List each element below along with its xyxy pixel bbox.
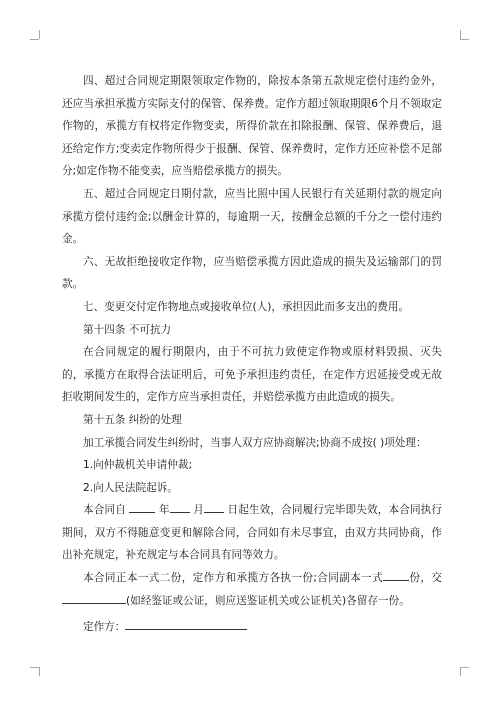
force-majeure-paragraph: 在合同规定的履行期限内，由于不可抗力致使定作物或原材料毁损、灭失的，承揽方在取得合法证明后，可免予承担违约责任，在定作方迟延接受或无故拒收期间发生的，定作方应当承担责任，并赔偿承揽方由此造成的损失。 — [62, 346, 442, 404]
dispute-paragraph: 加工承揽合同发生纠纷时，当事人双方应协商解决;协商不成按( )项处理： — [83, 436, 427, 449]
year-blank[interactable] — [129, 500, 155, 513]
copies-count-blank[interactable] — [383, 568, 409, 581]
signature-label: 定作方： — [83, 621, 126, 634]
day-blank[interactable] — [204, 500, 224, 513]
signature-blank[interactable] — [125, 617, 247, 630]
month-blank[interactable] — [170, 500, 190, 513]
copies-paragraph — [62, 567, 442, 612]
effective-date-text-a: 本合同自 — [83, 504, 126, 517]
article-14-heading: 第十四条 不可抗力 — [83, 323, 172, 336]
clause-7-paragraph: 七、变更交付定作物地点或接收单位(人)，承担因此而多支出的费用。 — [83, 300, 410, 313]
month-text: 月 — [193, 504, 204, 517]
signature-line — [62, 616, 442, 639]
year-text: 年 — [158, 504, 170, 517]
article-15-heading: 第十五条 纠纷的处理 — [83, 413, 182, 426]
document-body — [62, 70, 442, 639]
recipient-blank-2[interactable] — [94, 591, 126, 604]
copies-text-b: 份，交 — [409, 572, 442, 585]
effective-date-text-d: 日起生效，合同履行完毕即失效，本合同执行期间，双方不得随意变更和解除合同，合同如有未尽事宜，由双方共同协商，作出补充规定，补充规定与本合同具有同等效力。 — [62, 504, 443, 562]
clause-5-paragraph: 五、超过合同规定日期付款，应当比照中国人民银行有关延期付款的规定向承揽方偿付违约金;以酬金计算的，每逾期一天，按酬金总额的千分之一偿付违约金。 — [62, 187, 442, 246]
option-1-item: 1.向仲裁机关申请仲裁; — [83, 459, 193, 472]
option-2-item: 2.向人民法院起诉。 — [83, 481, 178, 494]
copies-text-a: 本合同正本一式二份，定作方和承揽方各执一份;合同副本一式 — [83, 572, 384, 585]
clause-6-paragraph: 六、无故拒绝接收定作物，应当赔偿承揽方因此造成的损失及运输部门的罚款。 — [62, 255, 442, 291]
clause-4-paragraph: 四、超过合同规定期限领取定作物的，除按本条第五款规定偿付违约金外，还应当承担承揽方实际支付的保管、保养费。定作方超过领取期限6个月不领取定作物的，承揽方有权将定作物变卖，所得价款在扣除报酬、保管、保养费后，退还给定作方;变卖定作物所得少于报酬、保管、保养费时，定作方还应补偿不足部分;如定作物不能变卖，应当赔偿承揽方的损失。 — [62, 75, 442, 178]
copies-text-c: (如经鉴证或公证，则应送鉴证机关或公证机关)各留存一份。 — [126, 594, 410, 607]
effective-date-paragraph — [62, 499, 442, 567]
recipient-blank-1[interactable] — [62, 591, 94, 604]
